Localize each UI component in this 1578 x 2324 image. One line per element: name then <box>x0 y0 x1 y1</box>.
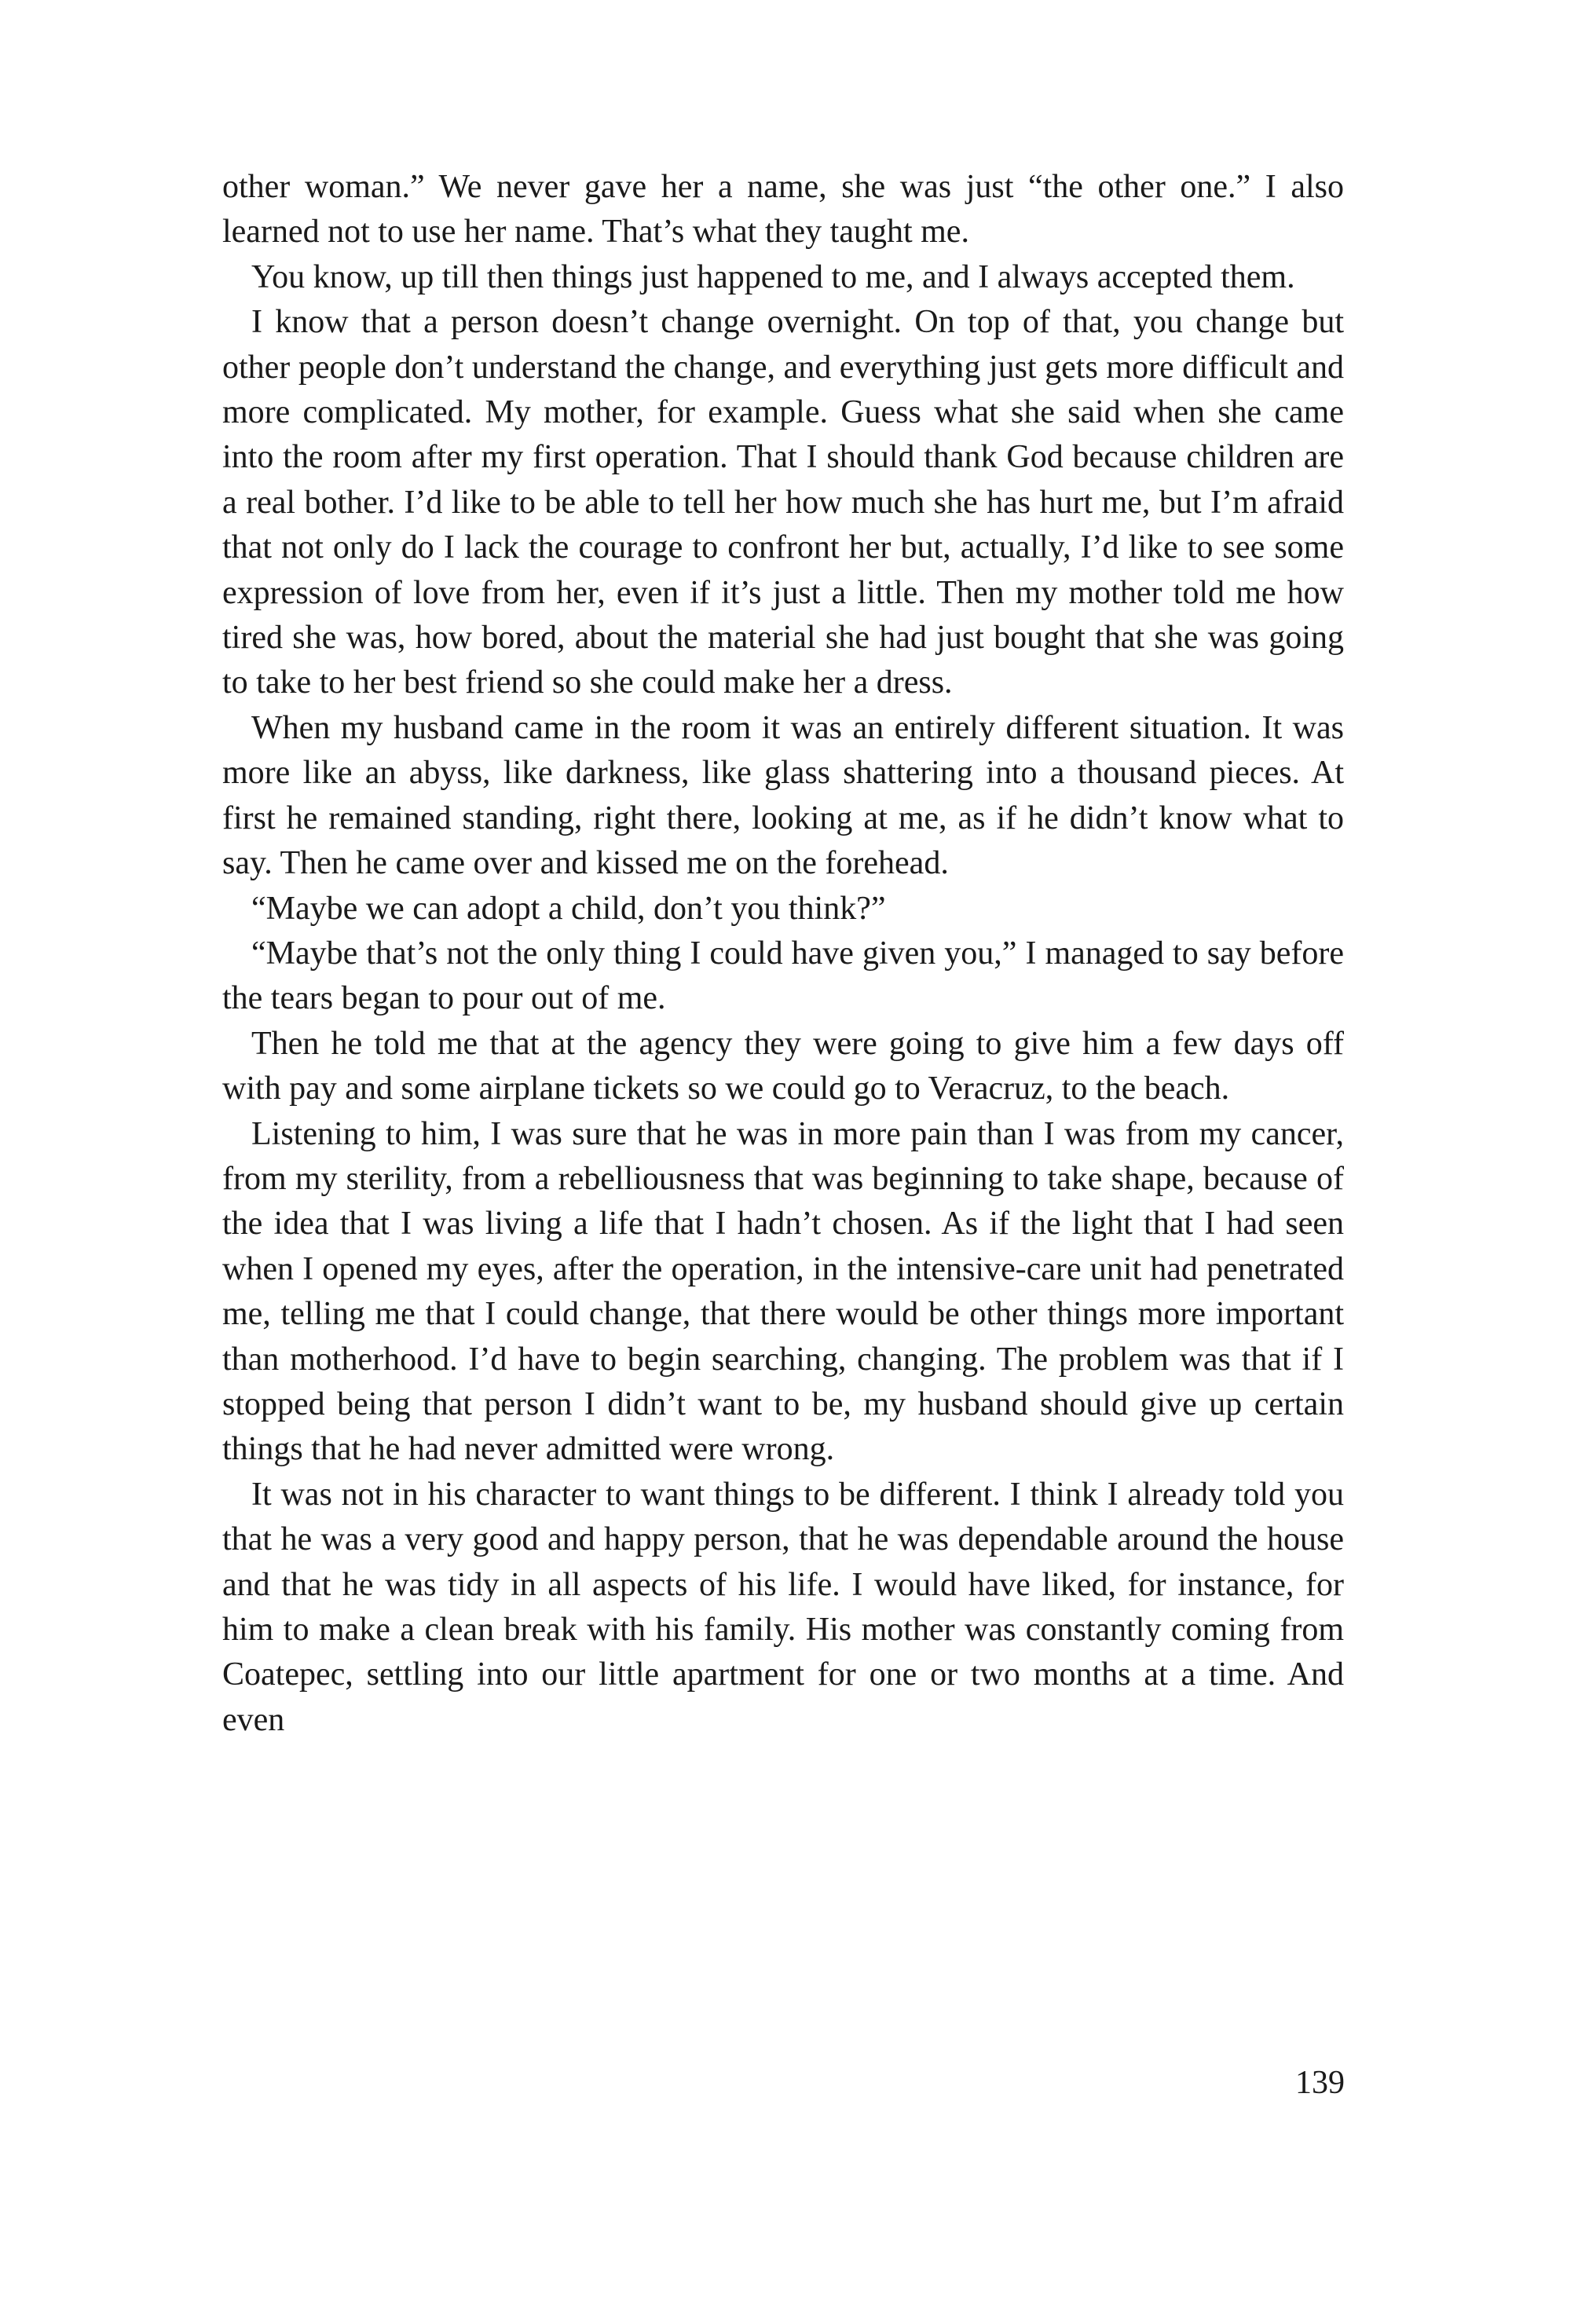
paragraph: “Maybe we can adopt a child, don’t you think?” <box>251 890 886 927</box>
paragraph: When my husband came in the room it was an entirely different situation. It was more like an abyss, like darkness, like glass shattering into a thousand pieces. At first he remained standing, right there, looking at me, as if he didn’t know what to say. Then he came over and kissed me on the forehead. <box>222 709 1344 882</box>
body-text <box>222 165 1344 1743</box>
paragraph: You know, up till then things just happened to me, and I always accepted them. <box>251 258 1295 295</box>
paragraph: Then he told me that at the agency they were going to give him a few days off with pay and some airplane tickets so we could go to Veracruz, to the beach. <box>222 1025 1344 1107</box>
paragraph-continued: other woman.” We never gave her a name, she was just “the other one.” I also learned not to use her name. That’s what they taught me. <box>222 169 1344 251</box>
page-number: 139 <box>1295 2065 1345 2101</box>
paragraph: Listening to him, I was sure that he was in more pain than I was from my cancer, from my sterility, from a rebelliousness that was beginning to take shape, because of the idea that I was living a life that I hadn’t chosen. As if the light that I had seen when I opened my eyes, after the operation, in the intensive-care unit had penetrated me, telling me that I could change, that there would be other things more important than motherhood. I’d have to begin searching, changing. The problem was that if I stopped being that person I didn’t want to be, my husband should give up certain things that he had never admitted were wrong. <box>222 1115 1344 1468</box>
paragraph: “Maybe that’s not the only thing I could have given you,” I managed to say before the tears began to pour out of me. <box>222 935 1344 1017</box>
paragraph: It was not in his character to want things to be different. I think I already told you that he was a very good and happy person, that he was dependable around the house and that he was tidy in all aspects of his life. I would have liked, for instance, for him to make a clean break with his family. His mother was constantly coming from Coatepec, settling into our little apartment for one or two months at a time. And even <box>222 1476 1344 1738</box>
paragraph: I know that a person doesn’t change overnight. On top of that, you change but other people don’t understand the change, and everything just gets more difficult and more complicated. My mother, for example. Guess what she said when she came into the room after my first operation. That I should thank God because children are a real bother. I’d like to be able to tell her how much she has hurt me, but I’m afraid that not only do I lack the courage to confront her but, actually, I’d like to see some expression of love from her, even if it’s just a little. Then my mother told me how tired she was, how bored, about the material she had just bought that she was going to take to her best friend so she could make her a dress. <box>222 304 1344 701</box>
